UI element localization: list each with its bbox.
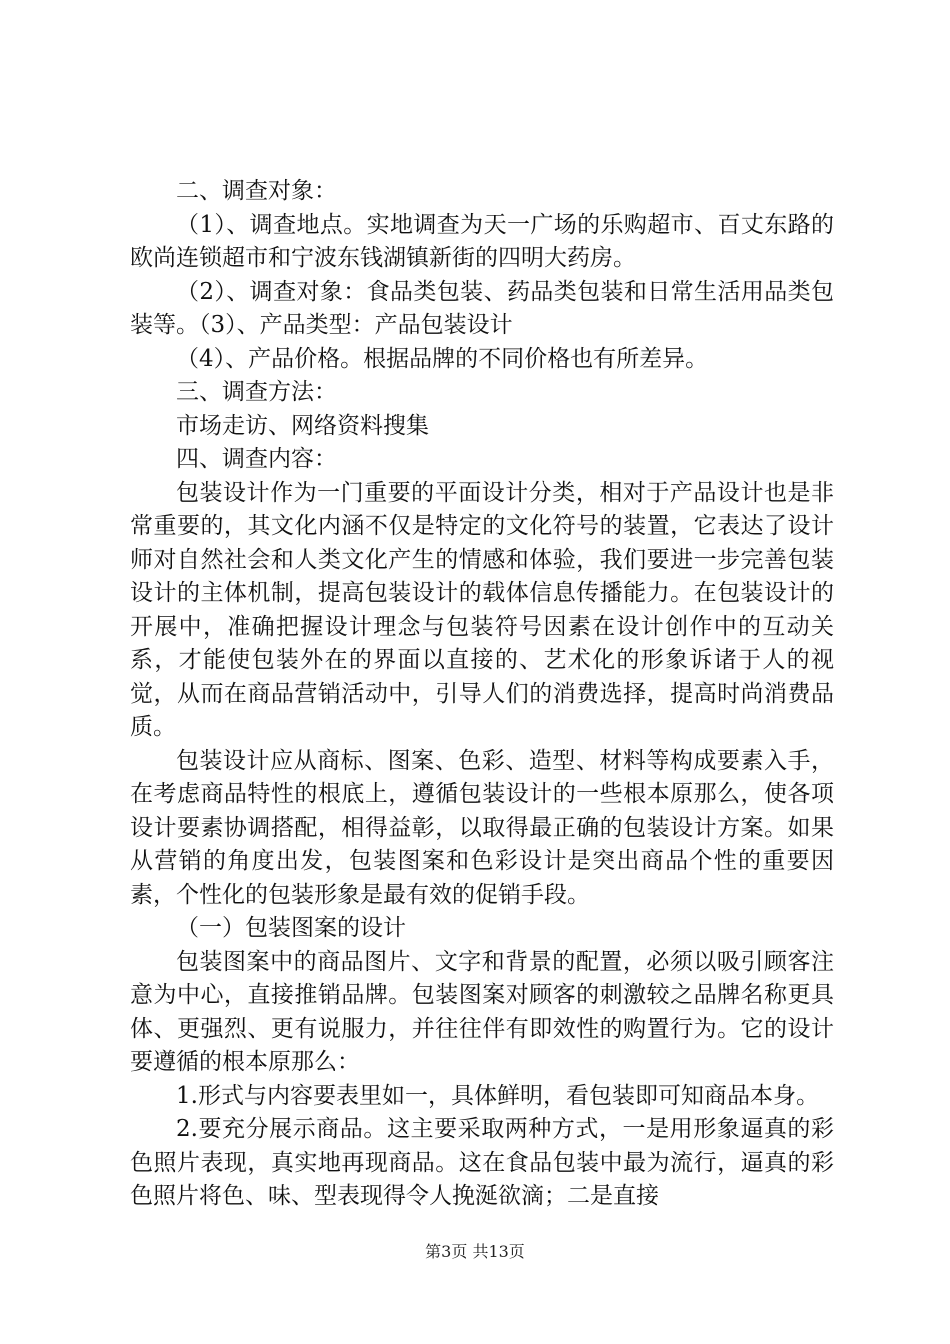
heading-pattern-design: （一）包装图案的设计 [176, 915, 406, 941]
paragraph-packaging-design-intro: 包装设计作为一门重要的平面设计分类，相对于产品设计也是非常重要的，其文化内涵不仅是特定的文化符号的装置，它表达了设计师对自然社会和人类文化产生的情感和体验，我们要进一步完善包装设计的主体机制，提高包装设计的载体信息传播能力。在包装设计的开展中，准确把握设计理念与包装符号因素在设计创作中的互动关系，才能使包装外在的界面以直接的、艺术化的形象诉诸于人的视觉，从而在商品营销活动中，引导人们的消费选择，提高时尚消费品质。 [130, 479, 834, 740]
heading-survey-methods: 三、调查方法： [176, 379, 337, 405]
paragraph-pattern-principles: 包装图案中的商品图片、文字和背景的配置，必须以吸引顾客注意为中心，直接推销品牌。包装图案对顾客的刺激较之品牌名称更具体、更强烈、更有说服力，并往往伴有即效性的购置行为。它的设计要遵循的根本原那么： [130, 948, 834, 1075]
paragraph-survey-targets: （2）、调查对象：食品类包装、药品类包装和日常生活用品类包装等。（3）、产品类型：产品包装设计 [130, 278, 834, 338]
list-item-1: 1.形式与内容要表里如一，具体鲜明，看包装即可知商品本身。 [176, 1082, 819, 1109]
paragraph-packaging-elements: 包装设计应从商标、图案、色彩、造型、材料等构成要素入手，在考虑商品特性的根底上，遵循包装设计的一些根本原那么，使各项设计要素协调搭配，相得益彰，以取得最正确的包装设计方案。如果从营销的角度出发，包装图案和色彩设计是突出商品个性的重要因素，个性化的包装形象是最有效的促销手段。 [130, 747, 834, 908]
paragraph-product-price: （4）、产品价格。根据品牌的不同价格也有所差异。 [176, 345, 709, 372]
page-footer: 第3页 共13页 [425, 1242, 525, 1261]
paragraph-survey-location: （1）、调查地点。实地调查为天一广场的乐购超市、百丈东路的欧尚连锁超市和宁波东钱湖镇新街的四明大药房。 [130, 211, 834, 271]
list-item-2: 2.要充分展示商品。这主要采取两种方式，一是用形象逼真的彩色照片表现，真实地再现商品。这在食品包装中最为流行，逼真的彩色照片将色、味、型表现得令人挽涎欲滴；二是直接 [130, 1116, 834, 1209]
document-body [130, 175, 834, 1214]
heading-survey-objects: 二、调查对象： [176, 178, 337, 204]
paragraph-methods: 市场走访、网络资料搜集 [176, 412, 429, 439]
heading-survey-content: 四、调查内容： [176, 446, 337, 472]
